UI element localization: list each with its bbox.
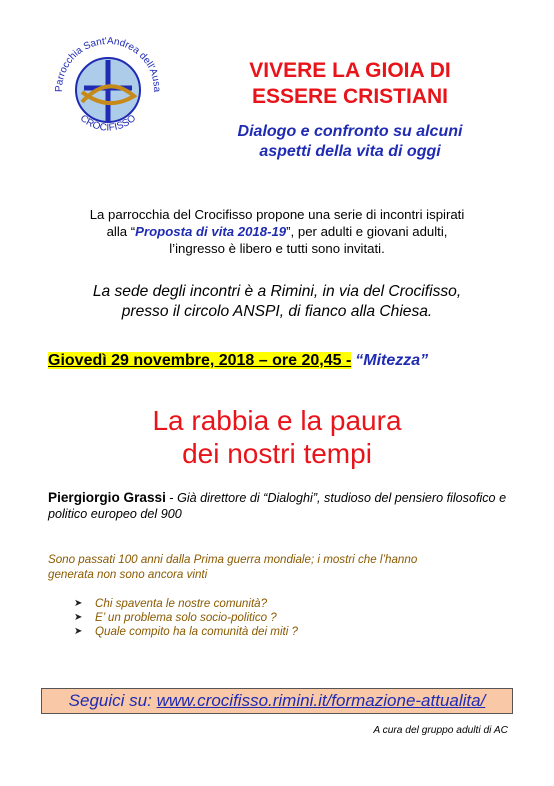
question-text: E’ un problema solo socio-politico ?	[95, 611, 277, 624]
list-item	[74, 597, 298, 611]
logo-bottom-text: CROCIFISSO	[77, 112, 139, 134]
parish-logo	[48, 30, 168, 150]
logo-arc-text: Parrocchia Sant'Andrea dell'Ausa	[53, 35, 163, 93]
intro-line: l’ingresso è libero e tutti sono invitati.	[169, 241, 385, 256]
arrow-bullet-icon: ➤	[74, 612, 83, 623]
website-link[interactable]: www.crocifisso.rimini.it/formazione-attualita/	[156, 691, 486, 710]
proposal-highlight: Proposta di vita 2018-19	[135, 224, 287, 239]
intro-text: ”, per adulti e giovani adulti,	[286, 224, 448, 239]
lead-line: Sono passati 100 anni dalla Prima guerra mondiale; i mostri che l’hanno	[48, 553, 418, 566]
title-line: VIVERE LA GIOIA DI	[249, 59, 451, 82]
event-date: Giovedì 29 novembre, 2018 – ore 20,45 -	[48, 352, 352, 369]
intro-line	[40, 223, 514, 240]
questions-list	[74, 597, 298, 639]
follow-banner	[41, 688, 513, 714]
page-subtitle	[190, 122, 510, 162]
venue-paragraph	[40, 282, 514, 322]
venue-line: presso il circolo ANSPI, di fianco alla Chiesa.	[121, 303, 433, 320]
speaker-name: Piergiorgio Grassi	[48, 490, 166, 505]
event-theme: “Mitezza”	[355, 352, 429, 369]
subtitle-line: aspetti della vita di oggi	[259, 143, 441, 160]
venue-line: La sede degli incontri è a Rimini, in via del Crocifisso,	[92, 283, 462, 300]
question-text: Chi spaventa le nostre comunità?	[95, 597, 268, 610]
list-item	[74, 611, 298, 625]
intro-paragraph	[40, 206, 514, 257]
subtitle-line: Dialogo e confronto su alcuni	[237, 123, 463, 140]
talk-title-line: dei nostri tempi	[182, 438, 372, 469]
talk-title	[40, 404, 514, 470]
list-item	[74, 625, 298, 639]
talk-title-line: La rabbia e la paura	[152, 405, 402, 436]
follow-label: Seguici su:	[68, 691, 152, 710]
arrow-bullet-icon: ➤	[74, 626, 83, 637]
intro-line: La parrocchia del Crocifisso propone una serie di incontri ispirati	[89, 207, 465, 222]
question-text: Quale compito ha la comunità dei miti ?	[95, 625, 298, 638]
intro-text: alla “	[106, 224, 136, 239]
speaker-info	[48, 490, 518, 522]
lead-line: generata non sono ancora vinti	[48, 568, 208, 581]
page-title	[190, 58, 510, 110]
arrow-bullet-icon: ➤	[74, 598, 83, 609]
title-line: ESSERE CRISTIANI	[251, 85, 449, 108]
footer-credit: A cura del gruppo adulti di AC	[373, 725, 508, 736]
speaker-description: Già direttore di “Dialoghi”, studioso del pensiero filosofico e politico europeo del 900	[48, 491, 507, 521]
lead-paragraph	[48, 552, 488, 582]
speaker-separator: -	[165, 491, 178, 505]
event-dateline	[48, 352, 428, 370]
